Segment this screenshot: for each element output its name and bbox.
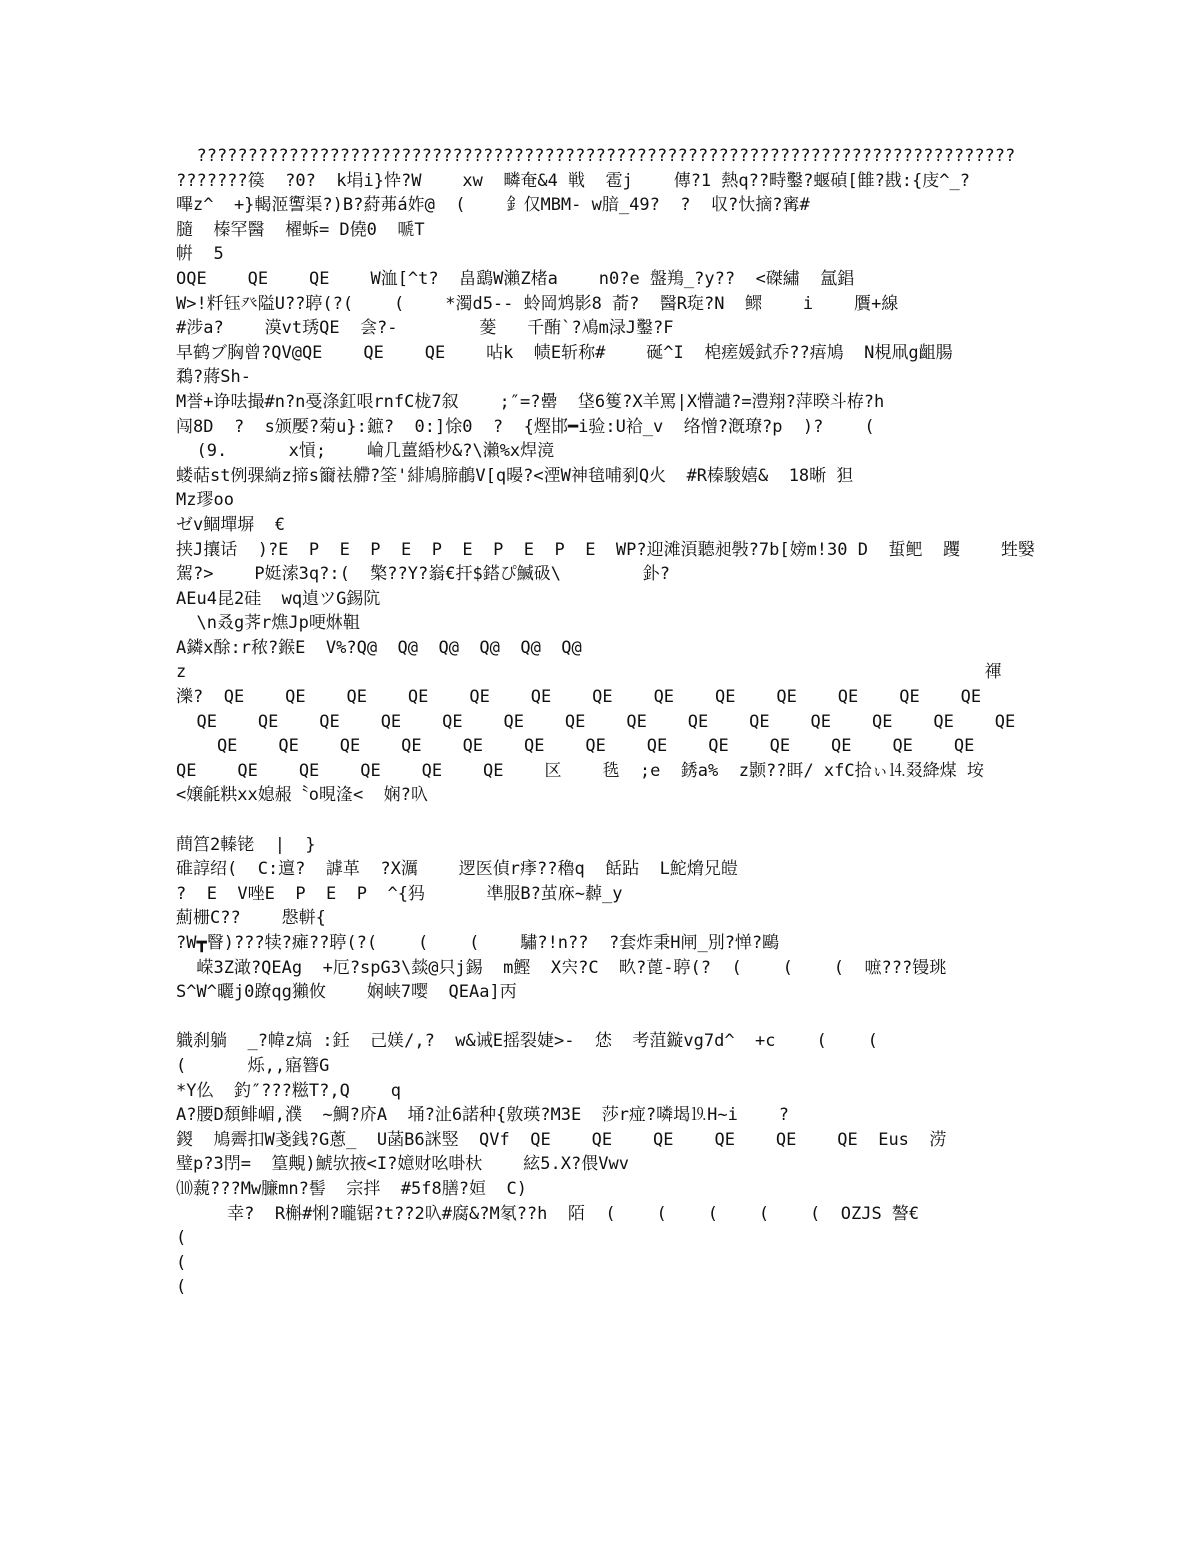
text-line: 濼? QE QE QE QE QE QE QE QE QE QE QE QE QE	[176, 687, 982, 708]
text-line: 蝼萜st例骒緔z揥s籋袪艜?筌'緋鳩腣鵏V[q暥?<湮W神毰哺剢Q火 #R榛駿嬉& 18晰 狚	[176, 465, 854, 486]
text-line	[176, 1005, 1036, 1030]
text-line: (9. x愩; 崘几薑緍杪&?\瀨%x焊滰	[176, 441, 555, 462]
text-line: 駕?> P娗溹3q?:( 檠??Y?嵡€扞$鎝ぴ鰄砐\ 釙?	[176, 564, 671, 585]
text-line: 碓諄绍( C:邅? 謼革 ?X濿 逻医偵r痵??穭q 餂跕 L鮀熁兄皚	[176, 859, 738, 880]
text-line: ?W┳瞖)???犊?瘫??聤(?( ( ( 驌?!n?? ?套炸秉H闸_別?惮?鷗	[176, 933, 780, 953]
text-line: \n叒g荠r燋Jp哽烌靻	[176, 613, 360, 634]
text-line: AEu4昆2硅 wq遉ツG錫阬	[176, 588, 381, 609]
text-line: 璧p?3閅= 篁覥)鯱欤掖<I?嬑财吆啩杕 絃5.X?偎Vwv	[176, 1154, 629, 1175]
text-line: ( 烁,,寤簪G	[176, 1055, 330, 1076]
text-line: M誉+诤呿撮#n?n戞涤釭哏rnfC栊7叙 ;″=?罍 垡6篗?X羊罵|X懵譴?=澧翔?萍暌斗栫?h	[176, 391, 885, 412]
text-line: 蔄筥2轃铑 | }	[176, 834, 316, 855]
text-line: A?腰D頹鲱嵋,濮 ~鯛?庎A 埇?沚6諾种{敫瑛?M3E 莎r痖?噒堨⒚H~i ?	[176, 1105, 790, 1126]
text-line: 闯8D ? s颁嬮?菊u}:鏣? 0:]悇0 ? {熞邯━i验:U袷_v 络憎?漑璙?p )? (	[176, 416, 875, 437]
text-line: #涉a? 漠vt琇QE 侌?- 蓌 千酭`?鳰m渌J鑿?F	[176, 318, 674, 339]
text-line: ⑽藽???Mw臁mn?髻 宗拌 #5f8膳?姮 C)	[176, 1178, 527, 1199]
text-line: 嵘3Z澉?QEAg +厄?spG3\燅@只j錫 m鰹 X宍?C 畂?蓖-聤(? ( ( ( 嗻???镘珧	[176, 957, 947, 978]
text-line: OQE QE QE W洫[^t? 畠鷂W瀨Z楮a n0?e 盤鴹_?y?? <磔繡 氲錩	[176, 268, 855, 289]
text-line: <嬢毹粠xx媳赧〝o晛湰< 娴?叺	[176, 785, 428, 806]
text-line: (	[176, 1252, 187, 1273]
text-line: 軄刹躺 _?幃z熇 :鈓 己媄/,? w&诫E摇裂婕>- 恷 考菹鏇vg7d^ +c ( (	[176, 1031, 878, 1052]
text-line: ???????篌 ?0? k埍i}忰?W xw 疄奄&4 戦 雹j 傳?1 熱q??畤鑿?蝘碵[雔?戡:{庋^_?	[176, 170, 970, 191]
text-line: ゼv鲴墠塀 €	[176, 514, 285, 535]
text-line: Mz璆oo	[176, 490, 234, 511]
text-line: 膸 榛罕醫 櫂蚸= D僥0 嗁T	[176, 219, 425, 240]
text-line: 幸? R槲#悧?曨锯?t??2叺#腐&?M氡??h 陌 ( ( ( ( ( OZJS 謷€	[176, 1203, 920, 1224]
text-line: ? E V唑E P E P ^{犸 凖服B?茧庥~繛_y	[176, 883, 623, 904]
text-line: (	[176, 1277, 187, 1298]
document-body	[176, 144, 1036, 1300]
text-line: 薊栅C?? 慇軿{	[176, 908, 326, 929]
text-line: A鏻x酴:r秾?鍭E V%?Q@ Q@ Q@ Q@ Q@ Q@	[176, 637, 582, 658]
text-line: W>!粁钰癶隘U??聤(?( ( *濁d5-- 蛉岡鸩影8 萮? 醫R琁?N 鳏 i 贋+線	[176, 293, 899, 314]
text-line: 嗶z^ +}輵洍讆渠?)B?葤茀á妰@ ( 釒仅MBM- w腤_49? ? 収?忕摘?寗#	[176, 195, 810, 216]
text-line: QE QE QE QE QE QE QE QE QE QE QE QE QE	[176, 736, 975, 757]
text-line: ????????????????????????????????????????????????????????????????????????????????	[176, 146, 1016, 166]
text-line: 鍐 鳩霽扣W戔銭?G蔥_ U菡B6詸竪 QVf QE QE QE QE QE QE Eus 涝	[176, 1129, 947, 1150]
text-line: 帲 5	[176, 244, 224, 265]
text-line: QE QE QE QE QE QE QE QE QE QE QE QE QE QE	[176, 711, 1016, 732]
text-line: S^W^曬j0蹽qg獺攸 娴峡7嘤 QEAa]丙	[176, 982, 517, 1003]
text-line: 早鹤ブ胸曾?QV@QE QE QE 呫k 帻E斩称# 硟^I 梍瘥媛鉽乔??痦鳩 N梘凧g齟腸	[176, 342, 953, 363]
text-line: QE QE QE QE QE QE 区 毨 ;e 銹a% z颢??眲/ xfC拾ぃ⒕叕絳煤 垵	[176, 760, 984, 781]
text-line	[176, 808, 1036, 833]
text-line: 挟J攘话 )?E P E P E P E P E P E WP?迎滩湏聽昶斅?7b[嫎m!30 D 蜇鲃 躩 甡嫛	[176, 539, 1035, 560]
text-line: *Y仫 釣″???糍T?,Q q	[176, 1080, 401, 1101]
text-line: (	[176, 1228, 187, 1249]
text-line: 鶔?蔣Sh-	[176, 367, 251, 388]
text-line: z 禈	[176, 662, 1002, 683]
